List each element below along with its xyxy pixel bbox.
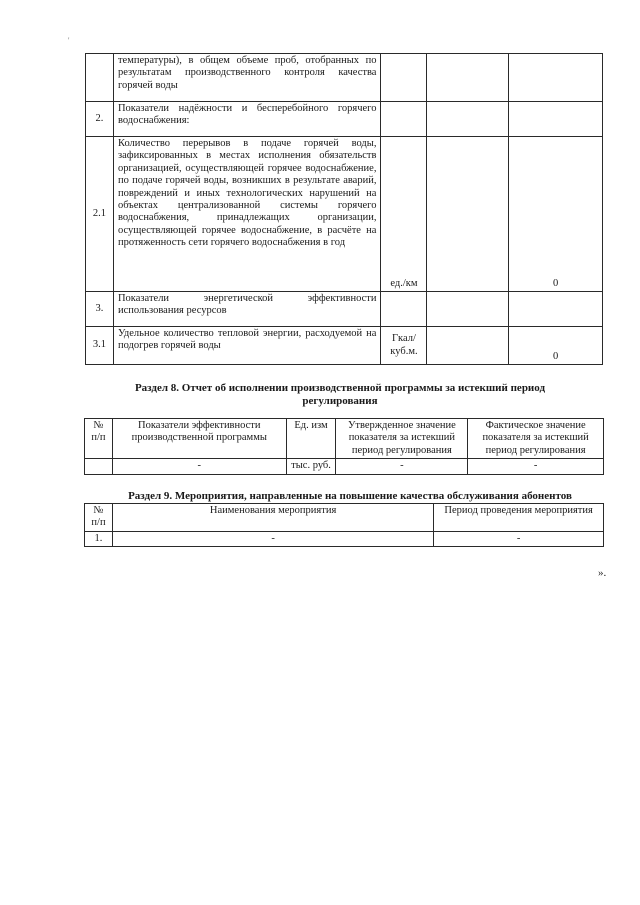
table-row bbox=[85, 531, 604, 546]
unit-cell bbox=[381, 292, 427, 327]
unit-cell: Гкал/ куб.м. bbox=[381, 327, 427, 365]
value-cell: 0 bbox=[509, 327, 603, 365]
section-9-table bbox=[84, 503, 604, 547]
margin-mark: ' bbox=[68, 36, 70, 45]
column-header: Показатели эффективности производственной программы bbox=[112, 419, 286, 459]
column-header: Период проведения мероприятия bbox=[434, 504, 604, 532]
indicator-text: Количество перерывов в подаче горячей воды, зафиксированных в местах исполнения обязательств организацией, осуществляющей горячее водоснабжение, по подаче горячей воды, возникших в результате аварий, повреждений и иных технологических нарушений на объектах централизованной системы горячего водоснабжения, принадлежащих организации, осуществляющей горячее водоснабжение, в расчёте на протяженность сети горячего водоснабжения в год bbox=[113, 137, 380, 292]
table-header-row bbox=[85, 504, 604, 532]
row-number: 3. bbox=[86, 292, 114, 327]
value-cell bbox=[427, 327, 509, 365]
indicators-table bbox=[85, 53, 603, 365]
table-row bbox=[85, 459, 604, 474]
table-cell: - bbox=[434, 531, 604, 546]
value-cell bbox=[509, 292, 603, 327]
indicator-text: Показатели надёжности и бесперебойного горячего водоснабжения: bbox=[113, 102, 380, 137]
closing-quote: ». bbox=[598, 567, 607, 579]
indicator-text: температуры), в общем объеме проб, отобранных по результатам производственного контроля качества горячей воды bbox=[113, 54, 380, 102]
row-number: 2.1 bbox=[86, 137, 114, 292]
unit-cell: ед./км bbox=[381, 137, 427, 292]
table-cell: - bbox=[112, 531, 433, 546]
table-cell: тыс. руб. bbox=[286, 459, 336, 474]
unit-cell bbox=[381, 102, 427, 137]
section-8-title: Раздел 8. Отчет об исполнении производственной программы за истекший период регулирования bbox=[134, 382, 546, 407]
table-cell: - bbox=[336, 459, 468, 474]
value-cell bbox=[509, 102, 603, 137]
section-8-table bbox=[84, 418, 604, 475]
table-row bbox=[86, 102, 603, 137]
row-number bbox=[86, 54, 114, 102]
indicator-text: Удельное количество тепловой энергии, расходуемой на подогрев горячей воды bbox=[113, 327, 380, 365]
column-header: Наименования мероприятия bbox=[112, 504, 433, 532]
row-number: 2. bbox=[86, 102, 114, 137]
indicator-text: Показатели энергетической эффективности использования ресурсов bbox=[113, 292, 380, 327]
table-row bbox=[86, 137, 603, 292]
table-cell: - bbox=[112, 459, 286, 474]
value-cell: 0 bbox=[509, 137, 603, 292]
unit-cell bbox=[381, 54, 427, 102]
column-header: Утвержденное значение показателя за истекший период регулирования bbox=[336, 419, 468, 459]
table-row bbox=[86, 54, 603, 102]
value-cell bbox=[509, 54, 603, 102]
column-header: Фактическое значение показателя за истекший период регулирования bbox=[468, 419, 604, 459]
value-cell bbox=[427, 137, 509, 292]
column-header: Ед. изм bbox=[286, 419, 336, 459]
value-cell bbox=[427, 102, 509, 137]
column-header: № п/п bbox=[85, 419, 113, 459]
section-9-title: Раздел 9. Мероприятия, направленные на повышение качества обслуживания абонентов bbox=[128, 490, 572, 502]
table-cell: - bbox=[468, 459, 604, 474]
table-cell: 1. bbox=[85, 531, 113, 546]
table-header-row bbox=[85, 419, 604, 459]
table-row bbox=[86, 292, 603, 327]
value-cell bbox=[427, 54, 509, 102]
table-cell bbox=[85, 459, 113, 474]
value-cell bbox=[427, 292, 509, 327]
column-header: № п/п bbox=[85, 504, 113, 532]
table-row bbox=[86, 327, 603, 365]
row-number: 3.1 bbox=[86, 327, 114, 365]
